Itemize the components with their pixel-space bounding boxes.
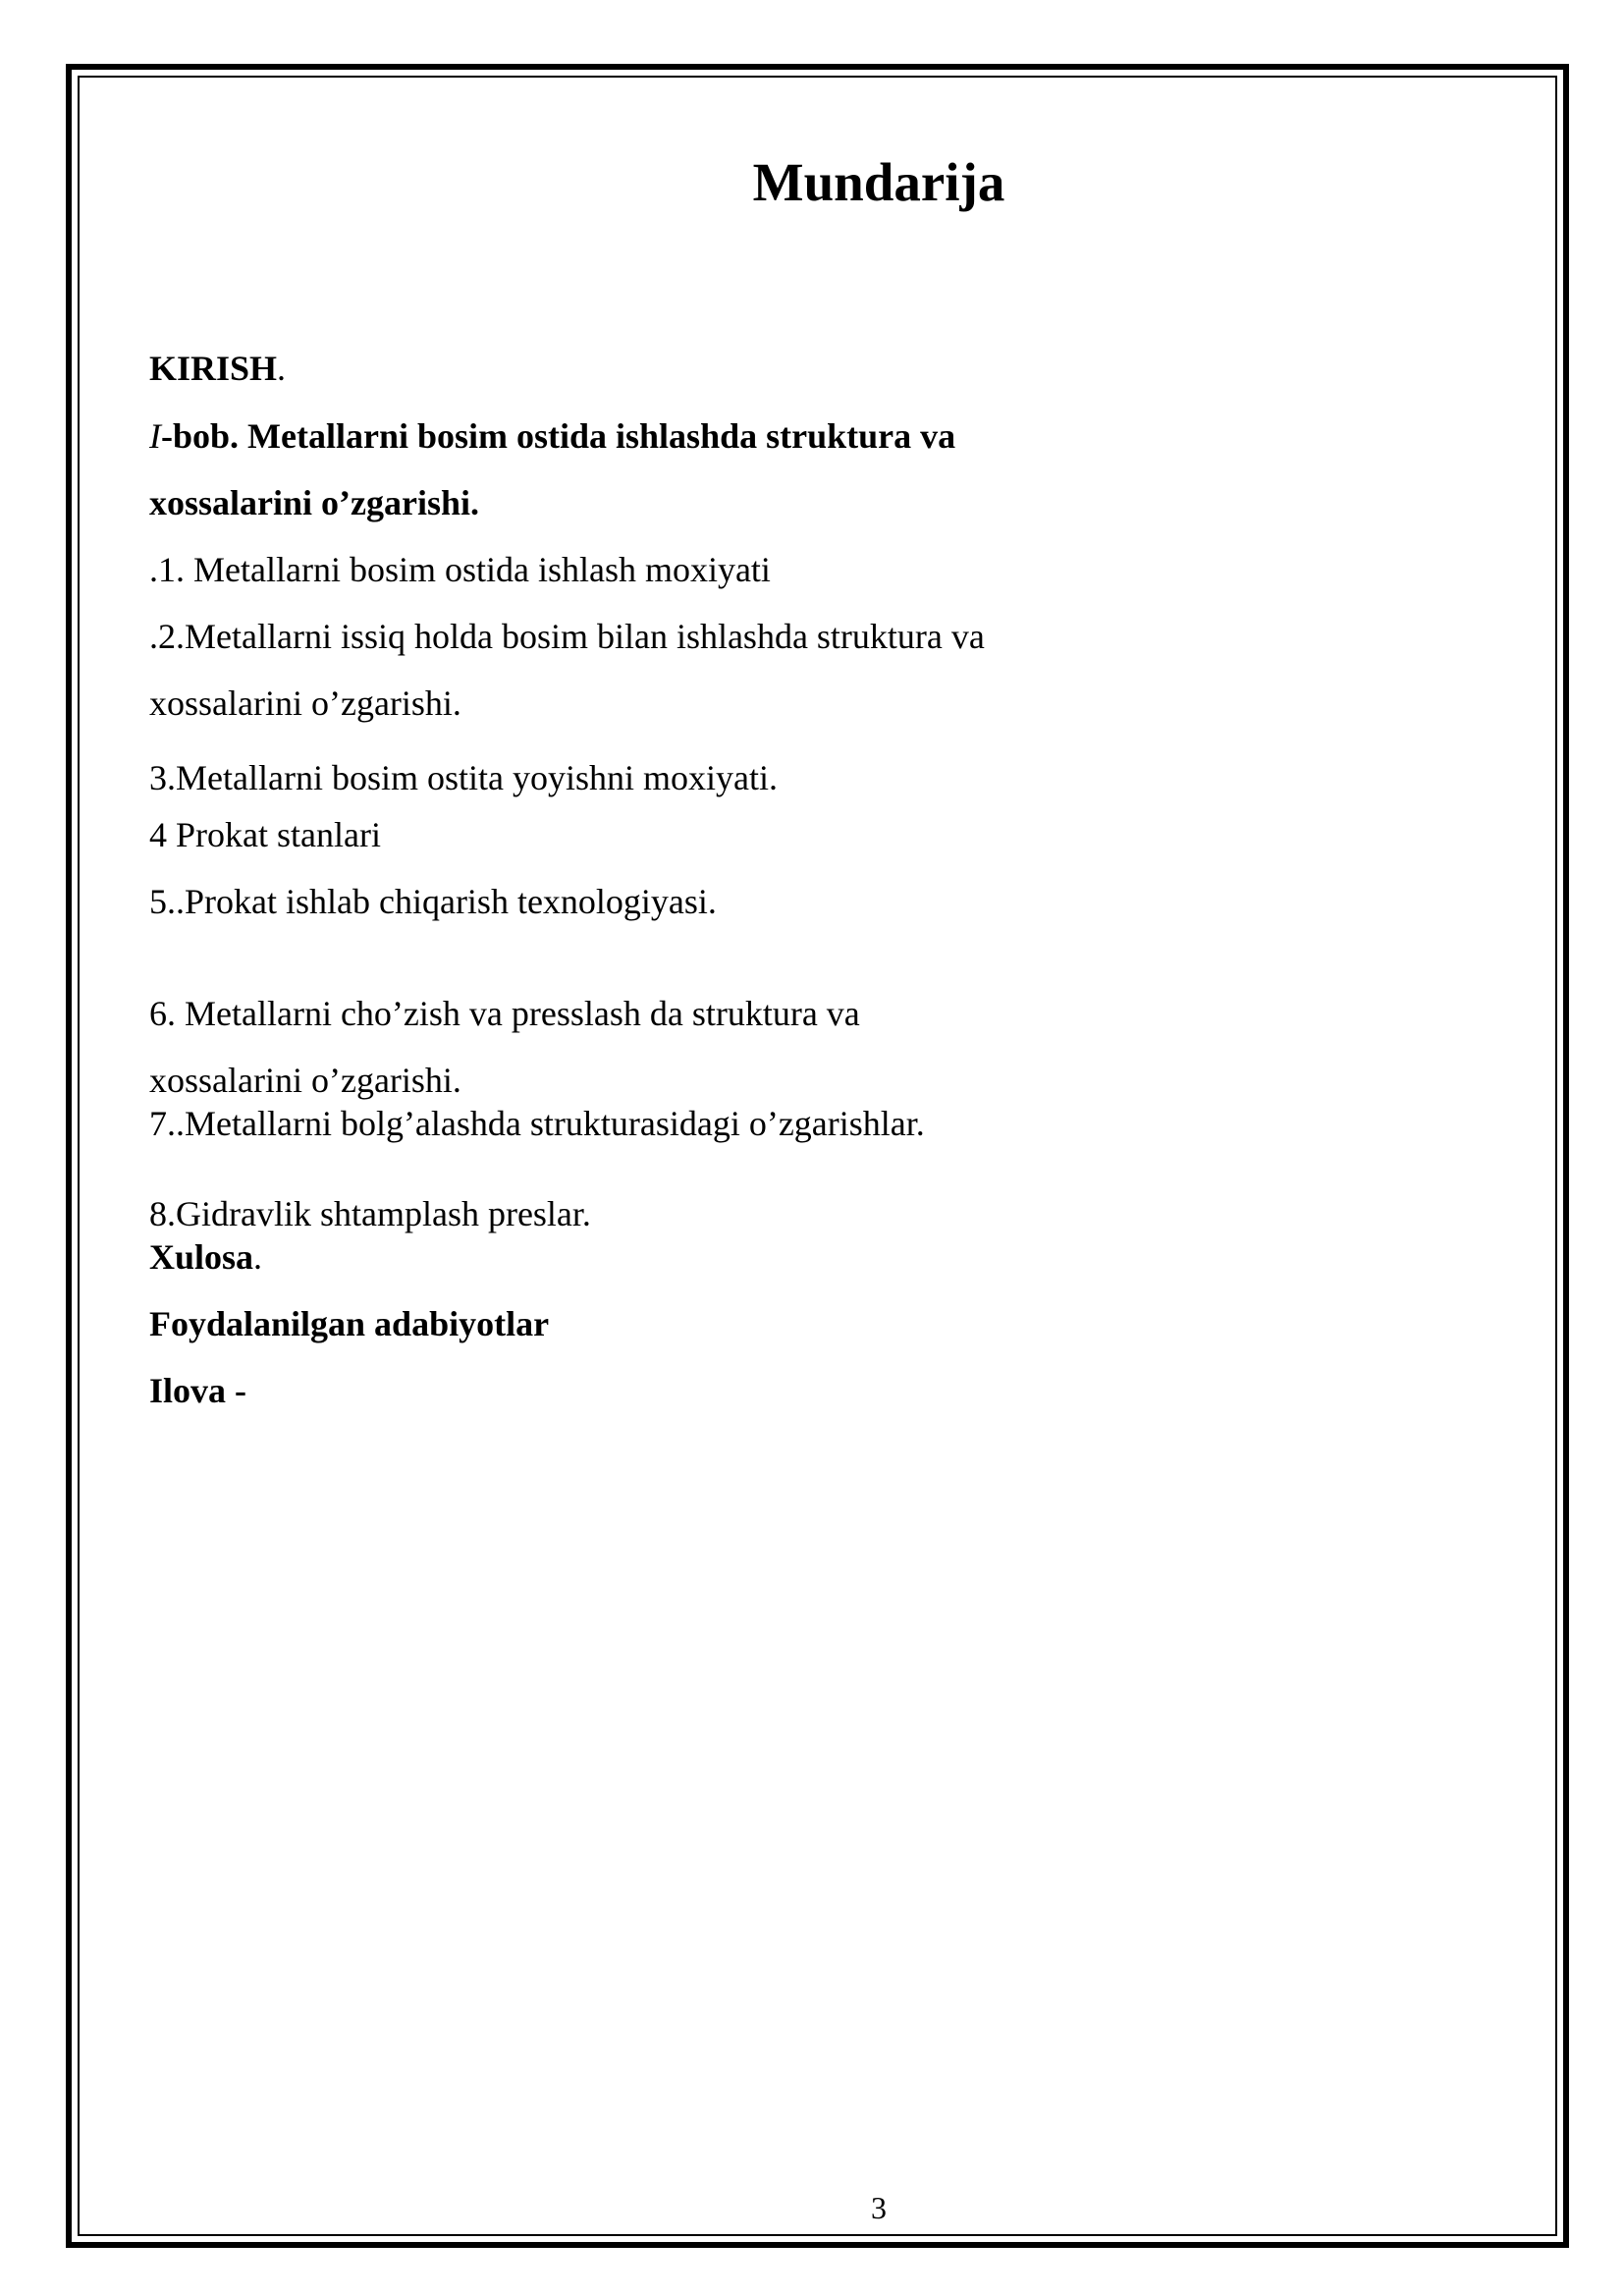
toc-item: 7..Metallarni bolg’alashda strukturasidagi o’zgarishlar. (149, 1104, 925, 1143)
toc-item: 3.Metallarni bosim ostita yoyishni moxiyati. (149, 758, 778, 797)
toc-chapter-1-title-cont: xossalarini o’zgarishi. (149, 483, 480, 522)
toc-entry-references: Foydalanilgan adabiyotlar (149, 1304, 550, 1343)
toc-entry-xulosa-dot: . (253, 1237, 263, 1277)
toc-chapter-1-title (149, 418, 955, 454)
toc-chapter-1-roman: I (149, 416, 161, 456)
toc-entry-kirish (149, 351, 286, 386)
page-border-inner (78, 76, 1557, 2236)
toc-item: 6. Metallarni cho’zish va presslash da struktura va (149, 994, 860, 1033)
page-number: 3 (871, 2190, 887, 2225)
toc-item: 4 Prokat stanlari (149, 815, 381, 854)
toc-item: 5..Prokat ishlab chiqarish texnologiyasi. (149, 882, 717, 921)
toc-chapter-1-title-rest: -bob. Metallarni bosim ostida ishlashda struktura va (161, 416, 956, 456)
page-title: Mundarija (752, 152, 1005, 212)
toc-entry-kirish-label: KIRISH (149, 349, 278, 388)
toc-entry-xulosa (149, 1239, 262, 1275)
toc-item-cont: xossalarini o’zgarishi. (149, 1061, 461, 1100)
toc-entry-appendix: Ilova - (149, 1371, 246, 1410)
toc-entry-xulosa-label: Xulosa (149, 1237, 254, 1277)
toc-item: .1. Metallarni bosim ostida ishlash moxiyati (149, 550, 771, 589)
toc-item: .2.Metallarni issiq holda bosim bilan ishlashda struktura va (149, 617, 985, 656)
toc-item-cont: xossalarini o’zgarishi. (149, 683, 461, 723)
toc-entry-kirish-dot: . (277, 349, 287, 388)
toc-item: 8.Gidravlik shtamplash preslar. (149, 1194, 591, 1233)
